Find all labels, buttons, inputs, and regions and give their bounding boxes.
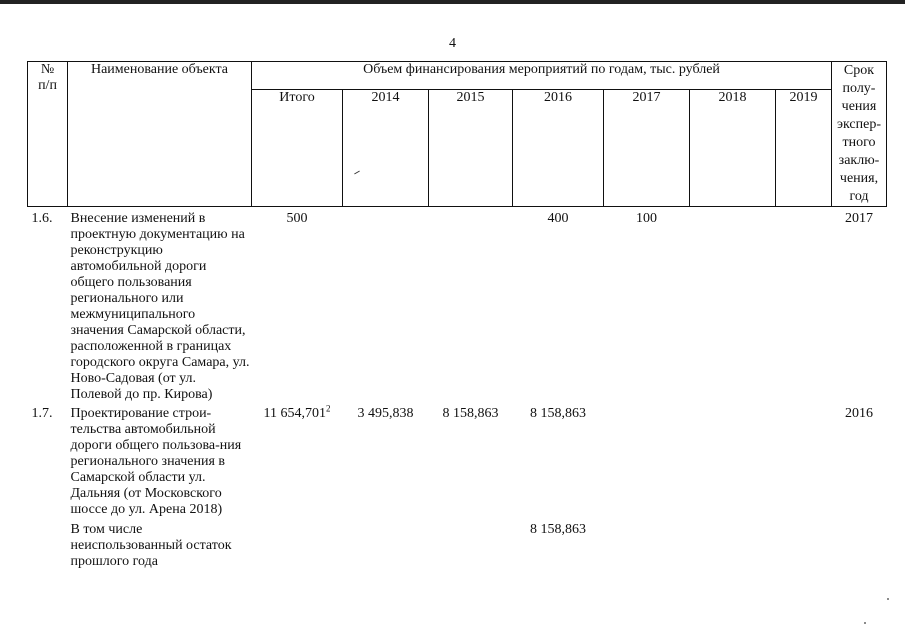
- row-2016: 400: [547, 211, 569, 226]
- page-top-border: [0, 0, 905, 4]
- row-srok: [832, 518, 887, 570]
- row-num: 1.7.: [31, 406, 53, 421]
- footnote-mark: 2: [325, 403, 331, 414]
- row-name: В том числе неиспользованный остаток прошлого года: [70, 522, 232, 569]
- row-2014: 3 495,838: [357, 406, 414, 421]
- row-total: [252, 403, 343, 518]
- row-2017: 100: [636, 211, 657, 226]
- scan-speck: [864, 622, 866, 624]
- header-srok-line: заклю-: [838, 153, 880, 168]
- header-srok-line: экспер-: [836, 117, 882, 132]
- row-2015: [429, 207, 513, 404]
- row-2018: [690, 207, 776, 404]
- header-row-1: [28, 62, 887, 90]
- row-2018: [690, 403, 776, 518]
- row-total: [252, 518, 343, 570]
- header-srok: [832, 62, 887, 207]
- row-name: Проектирование строи-тельства автомобильной дороги общего пользова-ния регионального значения в Самарской области ул. Дальняя (от Московского шоссе до ул. Арена 2018): [70, 406, 242, 517]
- row-2017: [604, 403, 690, 518]
- row-srok: 2017: [845, 211, 873, 226]
- row-2016: 8 158,863: [530, 406, 586, 421]
- header-year-2017: 2017: [604, 90, 690, 207]
- row-2014: [343, 518, 429, 570]
- header-year-2019: 2019: [776, 90, 832, 207]
- row-2015: 8 158,863: [442, 406, 499, 421]
- header-year-2014: 2014: [343, 90, 429, 207]
- header-year-2016: 2016: [513, 90, 604, 207]
- scan-speck: [887, 598, 889, 600]
- table-row: [28, 403, 887, 518]
- header-total: Итого: [252, 90, 343, 207]
- page-number: 4: [449, 36, 456, 51]
- header-srok-line: тного: [842, 135, 876, 150]
- row-srok: 2016: [845, 406, 873, 421]
- row-2015: [429, 518, 513, 570]
- header-srok-line: полу-: [842, 81, 876, 96]
- table-row: [28, 518, 887, 570]
- header-srok-line: чения: [841, 99, 877, 114]
- row-total: 500: [286, 211, 308, 226]
- header-srok-line: Срок: [843, 63, 875, 78]
- financing-table: [27, 61, 887, 570]
- row-2019: [776, 518, 832, 570]
- header-srok-line: чения,: [839, 171, 879, 186]
- header-num-label: № п/п: [38, 62, 57, 93]
- row-2017: [604, 518, 690, 570]
- header-srok-line: год: [849, 189, 869, 204]
- row-num: 1.6.: [31, 211, 53, 226]
- header-num: [28, 62, 68, 207]
- row-2018: [690, 518, 776, 570]
- header-year-2018: 2018: [690, 90, 776, 207]
- table-row: [28, 207, 887, 404]
- row-2016: 8 158,863: [530, 522, 586, 537]
- row-num: [28, 518, 68, 570]
- row-total-value: 11 654,701: [263, 406, 326, 421]
- row-2019: [776, 207, 832, 404]
- header-financing: Объем финансирования мероприятий по годам, тыс. рублей: [252, 62, 832, 90]
- row-2019: [776, 403, 832, 518]
- row-2014: [343, 207, 429, 404]
- header-year-2015: 2015: [429, 90, 513, 207]
- row-name: Внесение изменений в проектную документацию на реконструкцию автомобильной дороги общего пользования регионального или межмуниципального значения Самарской области, расположенной в границах городского округа Самара, ул. Ново-Садовая (от ул. Полевой до пр. Кирова): [70, 211, 250, 402]
- header-name: Наименование объекта: [68, 62, 252, 207]
